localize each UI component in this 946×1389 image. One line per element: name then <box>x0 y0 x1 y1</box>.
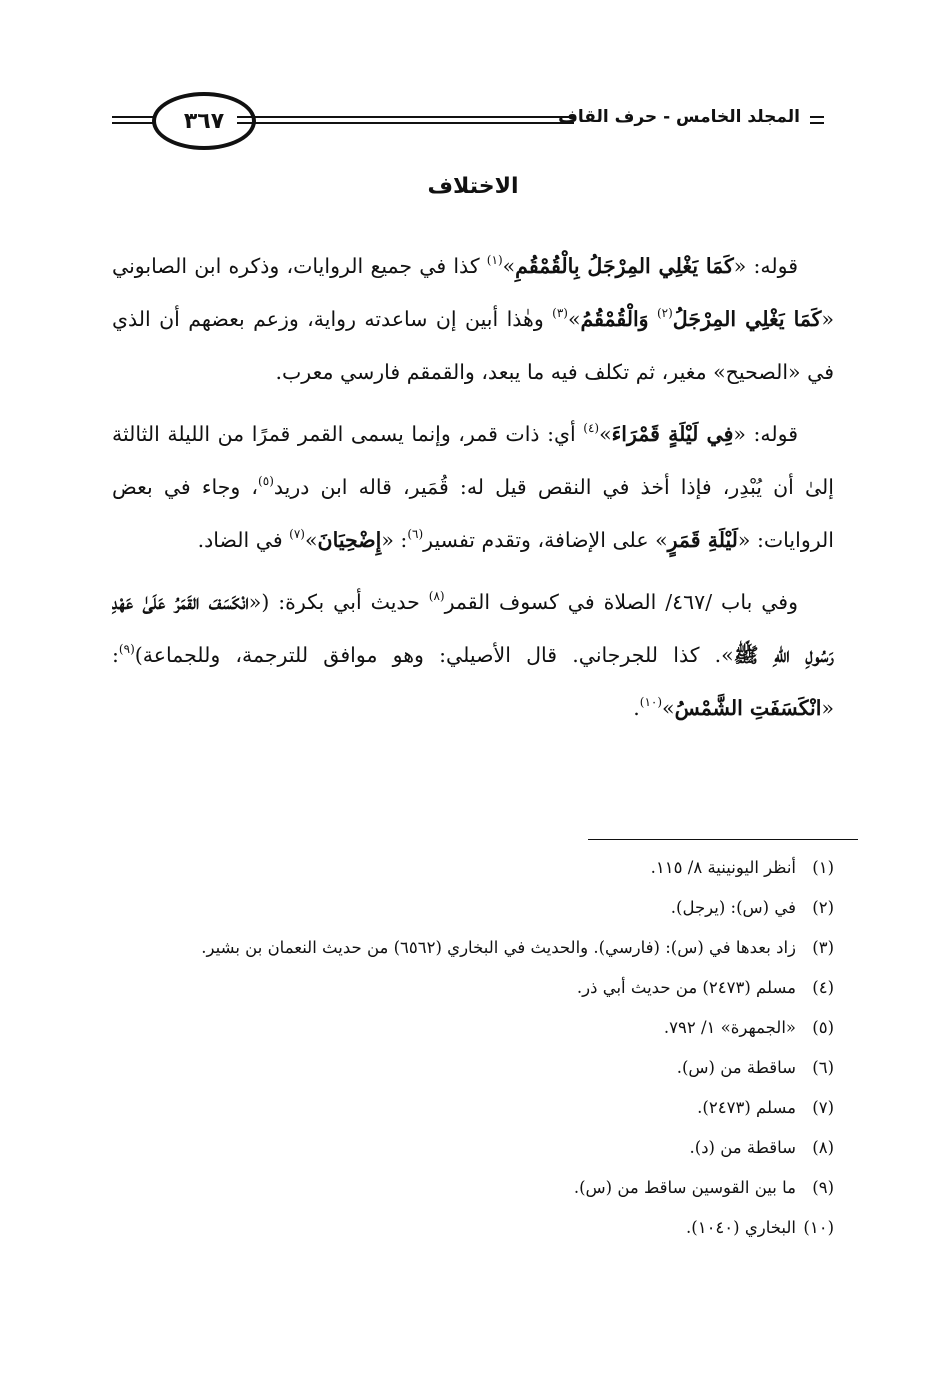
paragraph-text: » على الإضافة، وتقدم تفسير <box>423 528 668 552</box>
footnote-number: (٧) <box>812 1098 834 1117</box>
paragraph-text: » <box>567 307 581 331</box>
footnote-text: «الجمهرة» ١/ ٧٩٢. <box>663 1018 796 1037</box>
footnote-number: (٥) <box>812 1018 834 1037</box>
paragraph-text: » <box>599 422 612 446</box>
header-rule-middle <box>237 116 574 124</box>
paragraph-text: وفي باب /٤٦٧/ الصلاة في كسوف القمر <box>444 590 798 614</box>
footnote-marker: (٧) <box>289 527 305 541</box>
paragraph <box>112 576 834 735</box>
footnote-separator <box>588 839 858 840</box>
footnote-text: ساقطة من (د). <box>689 1138 796 1157</box>
footnote-item <box>108 1208 834 1248</box>
quoted-hadith-text: انْكَسَفَتِ الشَّمْسُ <box>674 696 822 720</box>
quoted-hadith-text: فِي لَيْلَةٍ قَمْرَاءَ <box>611 422 734 446</box>
quoted-hadith-text: وَالْقُمْقُمُ <box>580 307 649 331</box>
paragraph-text: وهٰذا أبين إن ساعدته رواية، وزعم بعضهم أن الذي في «الصحيح» مغير، ثم تكلف فيه ما يبعد، والقمقم فارسي معرب. <box>112 307 834 384</box>
running-header-title: المجلد الخامس - حرف القاف <box>558 107 800 127</box>
paragraph-text: » <box>304 528 318 552</box>
paragraph-text: : « <box>112 643 834 720</box>
footnote-item <box>108 968 834 1008</box>
footnotes-list <box>108 848 834 1248</box>
quoted-hadith-text: إِضْحِيَانَ <box>317 528 382 552</box>
footnote-item <box>108 1168 834 1208</box>
paragraph <box>112 408 834 567</box>
paragraph-text: قوله: « <box>733 422 798 446</box>
footnote-number: (٣) <box>812 938 834 957</box>
footnote-text: ساقطة من (س). <box>676 1058 796 1077</box>
footnote-marker: (٣) <box>552 306 568 320</box>
footnote-number: (٩) <box>812 1178 834 1197</box>
footnote-text: زاد بعدها في (س): (فارسي). والحديث في البخاري (٦٥٦٢) من حديث النعمان بن بشير. <box>201 938 796 957</box>
footnote-text: في (س): (يرجل). <box>670 898 796 917</box>
body-text <box>112 240 834 744</box>
footnote-marker: (٩) <box>118 642 135 656</box>
footnote-marker: (٥) <box>258 474 274 488</box>
footnote-text: البخاري (١٠٤٠). <box>686 1218 796 1237</box>
paragraph-text: حديث أبي بكرة: (« <box>248 590 429 614</box>
footnote-marker: (٨) <box>428 589 445 603</box>
footnote-marker: (١) <box>486 253 503 267</box>
footnote-number: (٤) <box>812 978 834 997</box>
paragraph-text: أي: ذات قمر، وإنما يسمى القمر قمرًا من الليلة الثالثة إلىٰ أن يُبْدِر، فإذا أخذ في النقص قيل له: قُمَير، قاله ابن دريد <box>112 422 834 499</box>
page-header <box>112 92 824 152</box>
page-number: ٣٦٧ <box>152 92 256 150</box>
footnote-marker: (٢) <box>656 306 673 320</box>
paragraph-text: : « <box>381 528 408 552</box>
quoted-hadith-text: كَمَا يَغْلِي المِرْجَلُ بِالْقُمْقُمِ <box>515 254 734 278</box>
footnote-item <box>108 848 834 888</box>
footnote-item <box>108 928 834 968</box>
paragraph-text: . <box>633 696 640 720</box>
quoted-hadith-text: كَمَا يَغْلِي المِرْجَلُ <box>672 307 822 331</box>
footnote-item <box>108 888 834 928</box>
footnote-item <box>108 1128 834 1168</box>
footnote-text: أنظر اليونينية ٨/ ١١٥. <box>650 858 796 877</box>
footnote-item <box>108 1088 834 1128</box>
paragraph-text: » <box>662 696 675 720</box>
paragraph-text: قوله: « <box>733 254 799 278</box>
paragraph-text: » <box>502 254 516 278</box>
quoted-hadith-text: لَيْلَةِ قَمَرٍ <box>667 528 738 552</box>
footnote-text: مسلم (٢٤٧٣). <box>697 1098 796 1117</box>
header-rule-left <box>112 116 156 124</box>
paragraph-text <box>649 307 657 331</box>
footnote-text: ما بين القوسين ساقط من (س). <box>573 1178 796 1197</box>
footnote-number: (٦) <box>812 1058 834 1077</box>
footnote-marker: (١٠) <box>639 695 663 709</box>
paragraph-text: ، وجاء في بعض الروايات: « <box>112 475 834 552</box>
footnote-number: (٢) <box>812 898 834 917</box>
footnote-text: مسلم (٢٤٧٣) من حديث أبي ذر. <box>576 978 796 997</box>
paragraph <box>112 240 834 399</box>
paragraph-text: كذا في جميع الروايات، وذكره ابن الصابوني « <box>112 254 834 331</box>
quoted-hadith-text: انْكَسَفَ القَمَرُ عَلَىٰ عَهْدِ رَسُولِ اللهِ ﷺ <box>112 590 834 667</box>
footnote-marker: (٤) <box>583 421 600 435</box>
footnote-item <box>108 1008 834 1048</box>
footnote-marker: (٦) <box>407 527 424 541</box>
header-rule-right <box>810 116 824 124</box>
section-heading: الاختلاف <box>427 174 519 199</box>
paragraph-text: في الضاد. <box>197 528 290 552</box>
footnote-number: (١) <box>812 858 834 877</box>
paragraph-text: ». كذا للجرجاني. قال الأصيلي: وهو موافق للترجمة، وللجماعة) <box>134 643 734 667</box>
footnote-number: (١٠) <box>803 1218 834 1237</box>
footnote-item <box>108 1048 834 1088</box>
footnote-number: (٨) <box>812 1138 834 1157</box>
